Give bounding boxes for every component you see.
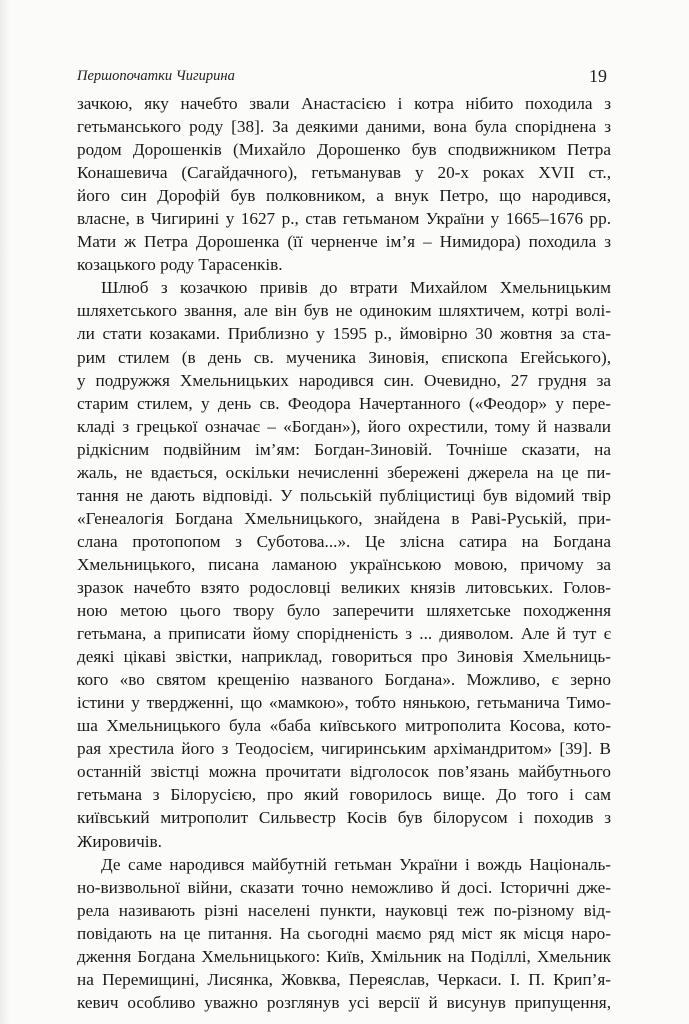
text-line: рідкісним подвійним ім’ям: Богдан-Зиновій. Точніше сказати, на (77, 439, 611, 459)
body-text (77, 92, 611, 1014)
page-edge-shadow (0, 0, 10, 1024)
text-line: останній звістці можна прочитати відголосок пов’язань майбутнього (77, 762, 611, 782)
text-line: дження Богдана Хмельницького: Київ, Хмільник на Поділлі, Хмельник (77, 946, 611, 966)
text-line: слана протопопом з Суботова...». Це злісна сатира на Богдана (77, 531, 611, 551)
text-line: шляхетського звання, але він був не одиноким шляхтичем, котрі волі- (77, 301, 611, 321)
text-line: деякі цікаві звістки, наприклад, говориться про Зиновія Хмельниць- (77, 647, 611, 667)
text-line: власне, в Чигирині у 1627 р., став гетьманом України у 1665–1676 рр. (77, 209, 611, 229)
paragraph (77, 853, 611, 1014)
text-line: зачкою, яку начебто звали Анастасією і котра нібито походила з (77, 94, 611, 113)
text-line: повідають на це питання. На сьогодні маємо ряд міст як місця наро- (77, 923, 611, 943)
text-line: ша Хмельницького була «баба київського митрополита Косова, кото- (77, 716, 611, 736)
text-line: Де саме народився майбутній гетьман України і вождь Національ- (101, 854, 611, 874)
text-line: кладі з грецької означає – «Богдан»), його охрестили, тому й назвали (77, 416, 611, 436)
text-line: кого «во святом крещенію названого Богдана». Можливо, є зерно (77, 670, 611, 690)
text-line: гетьманського роду [38]. За деякими даними, вона була споріднена з (77, 117, 611, 137)
text-line: Жировичів. (77, 831, 162, 851)
text-line: на Перемищині, Лисянка, Жовква, Переяслав, Черкаси. І. П. Крип’я- (77, 969, 611, 989)
text-line: родом Дорошенків (Михайло Дорошенко був сподвижником Петра (77, 140, 611, 160)
text-line: Шлюб з козачкою привів до втрати Михайлом Хмельницьким (101, 278, 611, 298)
text-line: козацького роду Тарасенків. (77, 255, 283, 275)
text-line: ною метою цього твору було заперечити шляхетське походження (77, 601, 611, 621)
text-line: його син Дорофій був полковником, а внук Петро, що народився, (77, 186, 611, 206)
text-line: рим стилем (в день св. мученика Зиновія, єпископа Егейського), (77, 347, 611, 367)
text-line: рая хрестила його з Теодосієм, чигиринським архімандритом» [39]. В (77, 739, 611, 759)
text-line: київський митрополит Сильвестр Косів був білорусом і походив з (77, 808, 611, 828)
text-line: гетьмана, а приписати йому спорідненість з ... дияволом. Але й тут є (77, 624, 611, 644)
paragraph (77, 92, 611, 276)
text-line: тання не дають відповіді. У польській публіцистиці був відомий твір (77, 485, 611, 505)
text-line: но-визвольної війни, сказати точно неможливо й досі. Історичні дже- (77, 877, 611, 897)
text-line: жаль, не вдається, оскільки нечисленні збережені джерела на це пи- (77, 462, 611, 482)
text-line: у подружжя Хмельницьких народився син. Очевидно, 27 грудня за (77, 370, 611, 390)
page-number: 19 (589, 66, 607, 86)
text-line: зразок начебто взято родословці великих князів литовських. Голов- (77, 577, 611, 597)
text-line: Хмельницького, писана ламаною українською мовою, причому за (77, 554, 611, 574)
text-line: «Генеалогія Богдана Хмельницького, знайдена в Раві-Руській, при- (77, 508, 611, 528)
text-line: Конашевича (Сагайдачного), гетьманував у 20-х роках XVII ст., (77, 163, 611, 183)
text-line: рела називають різні населені пункти, науковці теж по-різному від- (77, 900, 611, 920)
text-line: кевич особливо уважно розглянув усі версії й висунув припущення, (77, 992, 611, 1012)
text-line: істини у твердженні, що «мамкою», тобто нянькою, гетьманича Тимо- (77, 693, 611, 713)
text-line: старим стилем, у день св. Феодора Начертанного («Феодор» у пере- (77, 393, 611, 413)
running-header (77, 66, 611, 90)
running-title: Першопочатки Чигирина (77, 68, 235, 84)
text-line: гетьмана з Білорусією, про який говорилось вище. До того і сам (77, 785, 611, 805)
text-line: ли стати козаками. Приблизно у 1595 р., ймовірно 30 жовтня за ста- (77, 324, 611, 344)
text-line: Мати ж Петра Дорошенка (її черненче ім’я – Нимидора) походила з (77, 232, 611, 252)
paragraph (77, 276, 611, 852)
